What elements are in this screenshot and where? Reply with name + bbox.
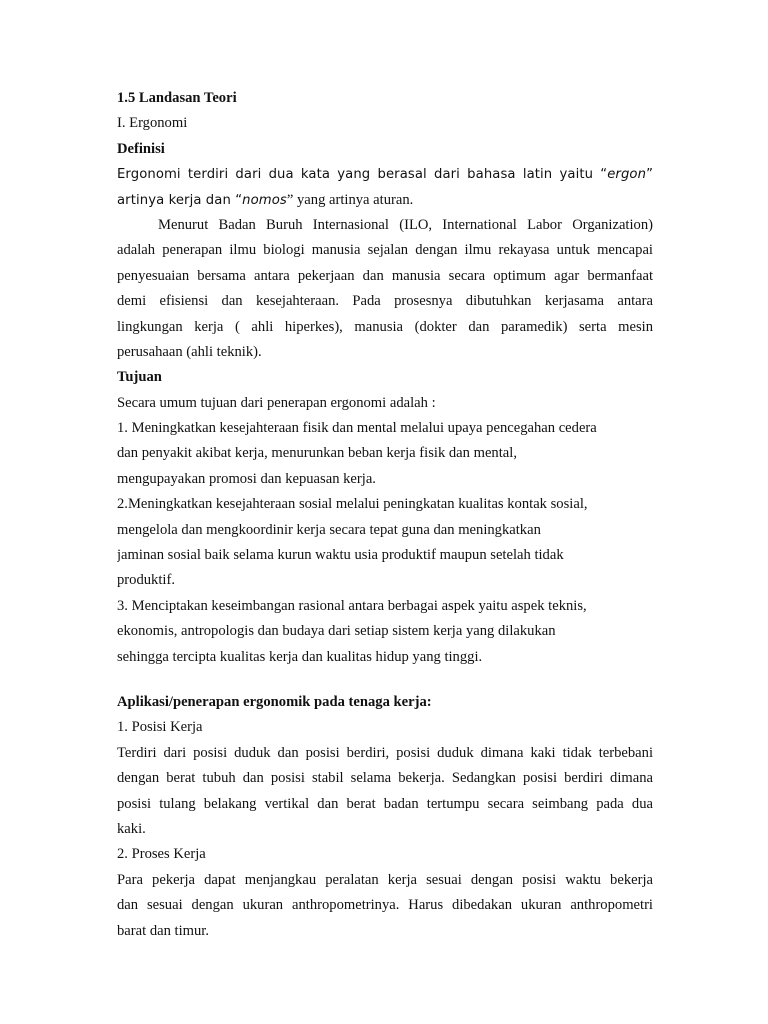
proses-kerja-line: dan sesuai dengan ukuran anthropometrinya. Harus dibedakan ukuran anthropometri	[117, 897, 653, 914]
tujuan-intro: Secara umum tujuan dari penerapan ergonomi adalah :	[117, 394, 436, 411]
posisi-kerja-title: 1. Posisi Kerja	[117, 719, 203, 736]
tujuan-line: sehingga tercipta kualitas kerja dan kualitas hidup yang tinggi.	[117, 648, 483, 665]
tujuan-line: produktif.	[117, 572, 175, 589]
posisi-kerja-line: Terdiri dari posisi duduk dan posisi berdiri, posisi duduk dimana kaki tidak terbebani	[117, 744, 653, 761]
tujuan-line: dan penyakit akibat kerja, menurunkan beban kerja fisik dan mental,	[117, 445, 517, 462]
definisi-para-line: demi efisiensi dan kesejahteraan. Pada prosesnya dibutuhkan kerjasama antara	[117, 293, 653, 310]
definisi-line-2-a: artinya kerja dan “	[117, 192, 243, 208]
definisi-para-line: adalah penerapan ilmu biologi manusia sejalan dengan ilmu rekayasa untuk mencapai	[117, 242, 653, 259]
tujuan-line: 1. Meningkatkan kesejahteraan fisik dan mental melalui upaya pencegahan cedera	[117, 420, 597, 437]
tujuan-line: 2.Meningkatkan kesejahteraan sosial melalui peningkatan kualitas kontak sosial,	[117, 496, 588, 513]
definisi-heading: Definisi	[117, 140, 165, 157]
definisi-para-line: penyesuaian bersama antara pekerjaan dan manusia secara optimum agar bermanfaat	[117, 267, 653, 284]
tujuan-line: mengelola dan mengkoordinir kerja secara tepat guna dan meningkatkan	[117, 521, 541, 538]
tujuan-line: jaminan sosial baik selama kurun waktu usia produktif maupun setelah tidak	[117, 547, 564, 564]
tujuan-heading: Tujuan	[117, 369, 162, 386]
posisi-kerja-line: posisi tulang belakang vertikal dan berat badan tertumpu secara seimbang pada dua	[117, 795, 653, 812]
proses-kerja-title: 2. Proses Kerja	[117, 846, 206, 863]
aplikasi-heading: Aplikasi/penerapan ergonomik pada tenaga kerja:	[117, 693, 432, 710]
term-ergon: ergon	[607, 167, 647, 183]
definisi-line-2	[117, 188, 653, 213]
subsection-title: I. Ergonomi	[117, 115, 188, 132]
definisi-line-1	[117, 162, 653, 187]
section-title: 1.5 Landasan Teori	[117, 90, 237, 106]
proses-kerja-line: Para pekerja dapat menjangkau peralatan kerja sesuai dengan posisi waktu bekerja	[117, 871, 653, 888]
posisi-kerja-line: dengan berat tubuh dan posisi stabil selama bekerja. Sedangkan posisi berdiri dimana	[117, 770, 653, 787]
tujuan-line: mengupayakan promosi dan kepuasan kerja.	[117, 470, 376, 487]
definisi-line-1-b: ”	[646, 167, 653, 183]
definisi-line-2-b: ” yang artinya aturan.	[286, 191, 414, 208]
document-page	[117, 86, 653, 944]
definisi-para-line: lingkungan kerja ( ahli hiperkes), manusia (dokter dan paramedik) serta mesin	[117, 318, 653, 335]
tujuan-line: 3. Menciptakan keseimbangan rasional antara berbagai aspek yaitu aspek teknis,	[117, 597, 587, 614]
definisi-line-1-a: Ergonomi terdiri dari dua kata yang berasal dari bahasa latin yaitu “	[117, 167, 608, 183]
proses-kerja-line: barat dan timur.	[117, 922, 209, 939]
term-nomos: nomos	[242, 192, 287, 208]
definisi-para-line: Menurut Badan Buruh Internasional (ILO, International Labor Organization)	[158, 216, 653, 233]
tujuan-line: ekonomis, antropologis dan budaya dari setiap sistem kerja yang dilakukan	[117, 623, 556, 640]
posisi-kerja-line: kaki.	[117, 820, 146, 837]
section-spacer	[117, 670, 653, 690]
definisi-para-line: perusahaan (ahli teknik).	[117, 343, 262, 360]
